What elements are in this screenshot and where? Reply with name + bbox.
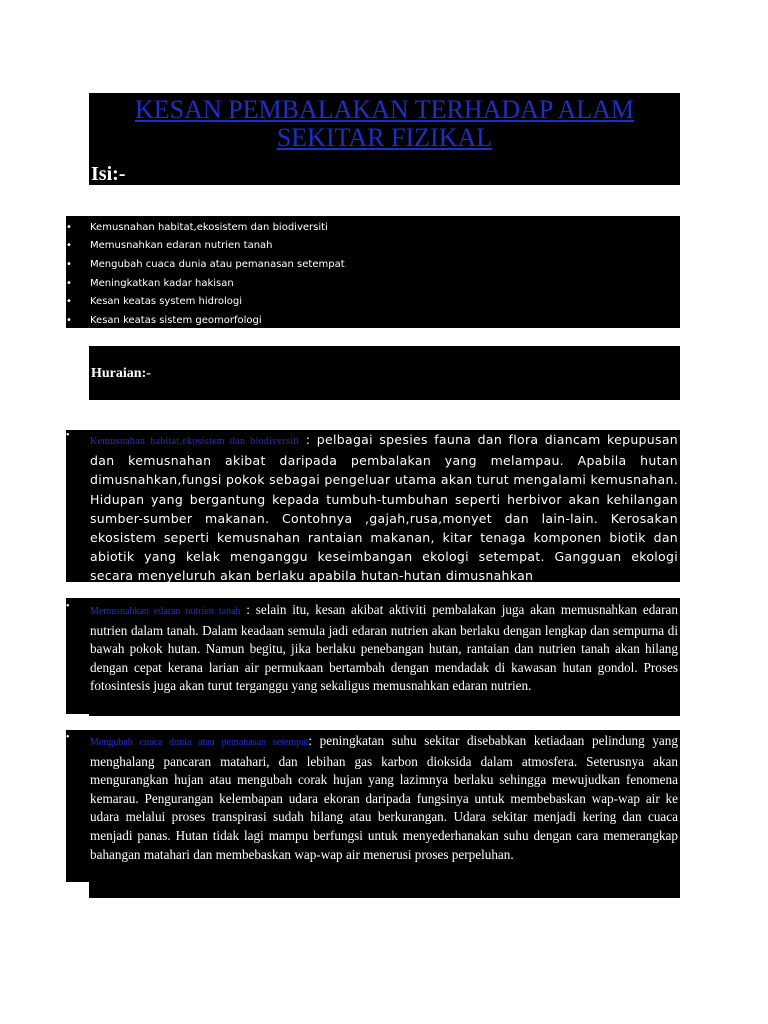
- bullet-icon: •: [66, 430, 70, 441]
- bullet-icon: •: [66, 601, 70, 612]
- list-item-label: Kesan keatas sistem geomorfologi: [90, 315, 262, 326]
- paragraph-keyword: Mengubah cuaca dunia atau pemanasan setempat: [90, 737, 309, 748]
- paragraph-text: peningkatan suhu sekitar disebabkan ketiadaan pelindung yang menghalang pancaran matahari, dan lebihan gas karbon dioksida dalam atmosfera. Seterusnya akan mengurangkan hujan atau mengubah corak hujan yang lazimnya berlaku sehingga mewujudkan fenomena kemarau. Pengurangan kelembapan udara ekoran daripada fungsinya untuk membebaskan wap-wap air ke udara melalui proses transpirasi sudah hilang atau berkurangan. Udara sekitar menjadi kering dan cuaca menjadi panas. Hutan tidak lagi mampu berfungsi untuk menyederhanakan suhu dengan cara memerangkap bahangan matahari dan membebaskan wap-wap air menerusi proses perpeluhan.: [90, 733, 678, 862]
- description-heading-block: [89, 346, 680, 400]
- paragraph-text: pelbagai spesies fauna dan flora diancam kepupusan dan kemusnahan akibat daripada pembalakan yang melampau. Apabila hutan dimusnahkan,fungsi pokok sebagai pengeluar utama akan turut mengalami kemusnahan. Hidupan yang bergantung kepada tumbuh-tumbuhan seperti herbivor akan kehilangan sumber-sumber makanan. Contohnya ,gajah,rusa,monyet dan lain-lain. Kerosakan ekosistem seperti kemusnahan rantaian makanan, kitar tenaga komponen biotik dan abiotik yang kelak menganggu keseimbangan ekologi setempat. Gangguan ekologi secara menyeluruh akan berlaku apabila hutan-hutan dimusnahkan: [90, 432, 678, 584]
- page-title: KESAN PEMBALAKAN TERHADAP ALAM SEKITAR FIZIKAL: [134, 95, 635, 152]
- bullet-icon: •: [66, 278, 72, 289]
- list-item-label: Memusnahkan edaran nutrien tanah: [90, 240, 273, 251]
- paragraph-text: selain itu, kesan akibat aktiviti pembalakan juga akan memusnahkan edaran nutrien dalam tanah. Dalam keadaan semula jadi edaran nutrien akan berlaku dengan lengkap dan sempurna di bawah pokok hutan. Namun begitu, jika berlaku penebangan hutan, rantaian dan nutrien tanah akan hilang dengan cepat kerana larian air permukaan bertambah dengan mendadak di kawasan hutan gondol. Proses fotosintesis juga akan turut terganggu yang sekaligus memusnahkan edaran nutrien.: [90, 602, 678, 694]
- list-item-label: Meningkatkan kadar hakisan: [90, 278, 234, 289]
- bullet-icon: •: [66, 259, 72, 270]
- description-paragraph: • Memusnahkan edaran nutrien tanah : selain itu, kesan akibat aktiviti pembalakan juga akan memusnahkan edaran nutrien dalam tanah. Dalam keadaan semula jadi edaran nutrien akan berlaku dengan lengkap dan sempurna di bawah pokok hutan. Namun begitu, jika berlaku penebangan hutan, rantaian dan nutrien tanah akan hilang dengan cepat kerana larian air permukaan bertambah dengan mendadak di kawasan hutan gondol. Proses fotosintesis juga akan turut terganggu yang sekaligus memusnahkan edaran nutrien.: [66, 601, 678, 694]
- bullet-icon: •: [66, 315, 72, 326]
- bullet-icon: •: [66, 732, 70, 743]
- description-heading: Huraian:-: [91, 366, 151, 381]
- bullet-icon: •: [66, 296, 72, 307]
- bullet-icon: •: [66, 240, 72, 251]
- list-item-label: Kesan keatas system hidrologi: [90, 296, 243, 307]
- description-paragraph: • Mengubah cuaca dunia atau pemanasan setempat: peningkatan suhu sekitar disebabkan ketiadaan pelindung yang menghalang pancaran matahari, dan lebihan gas karbon dioksida dalam atmosfera. Seterusnya akan mengurangkan hujan atau mengubah corak hujan yang lazimnya berlaku sehingga mewujudkan fenomena kemarau. Pengurangan kelembapan udara ekoran daripada fungsinya untuk membebaskan wap-wap air ke udara melalui proses transpirasi sudah hilang atau berkurangan. Udara sekitar menjadi kering dan cuaca menjadi panas. Hutan tidak lagi mampu berfungsi untuk menyederhanakan suhu dengan cara memerangkap bahangan matahari dan membebaskan wap-wap air menerusi proses perpeluhan.: [66, 732, 678, 862]
- contents-list: [66, 216, 680, 328]
- list-item-label: Mengubah cuaca dunia atau pemanasan setempat: [90, 259, 345, 270]
- paragraph-keyword: Kemusnahan habitat,ekosistem dan biodiversiti: [90, 436, 300, 447]
- bullet-icon: •: [66, 222, 72, 233]
- description-paragraph: • Kemusnahan habitat,ekosistem dan biodiversiti : pelbagai spesies fauna dan flora diancam kepupusan dan kemusnahan akibat daripada pembalakan yang melampau. Apabila hutan dimusnahkan,fungsi pokok sebagai pengeluar utama akan turut mengalami kemusnahan. Hidupan yang bergantung kepada tumbuh-tumbuhan seperti herbivor akan kehilangan sumber-sumber makanan. Contohnya ,gajah,rusa,monyet dan lain-lain. Kerosakan ekosistem seperti kemusnahan rantaian makanan, kitar tenaga komponen biotik dan abiotik yang kelak menganggu keseimbangan ekologi setempat. Gangguan ekologi secara menyeluruh akan berlaku apabila hutan-hutan dimusnahkan: [66, 430, 678, 584]
- title-block: [89, 93, 680, 185]
- list-item-label: Kemusnahan habitat,ekosistem dan biodiversiti: [90, 222, 328, 233]
- paragraph-keyword: Memusnahkan edaran nutrien tanah: [90, 606, 241, 617]
- contents-label: Isi:-: [91, 163, 126, 185]
